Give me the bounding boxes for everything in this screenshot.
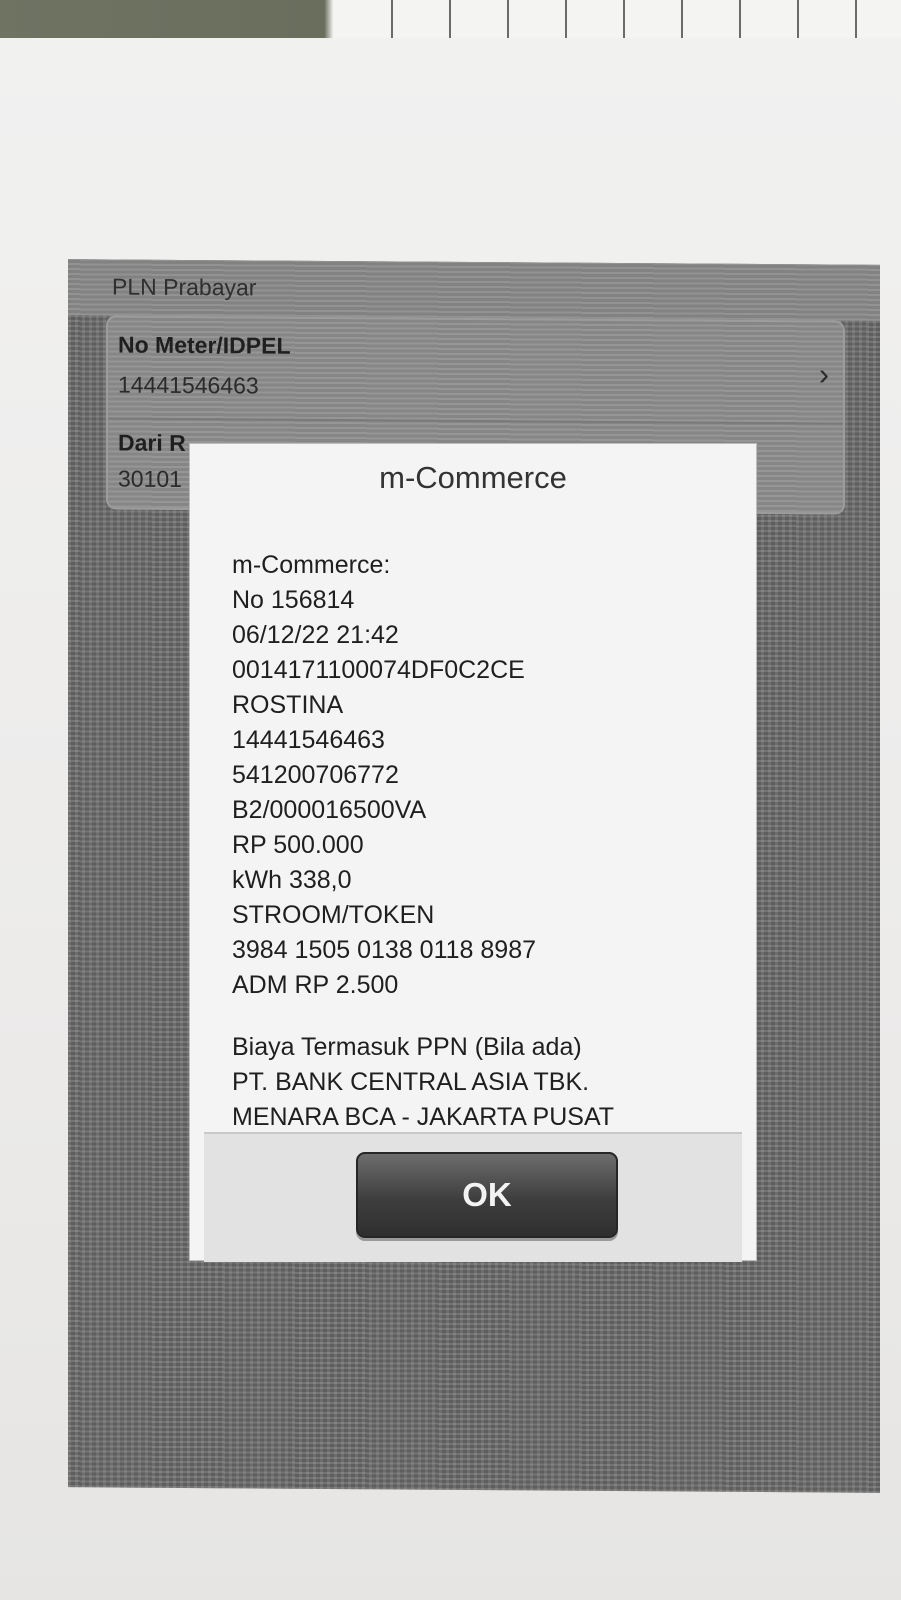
m-commerce-dialog	[190, 444, 756, 1260]
receipt-body	[232, 548, 732, 1135]
account-value: 30101	[118, 465, 182, 492]
dialog-footer	[204, 1132, 742, 1262]
meter-label: No Meter/IDPEL	[118, 331, 291, 359]
receipt-token-label: STROOM/TOKEN	[232, 901, 435, 929]
receipt-tariff-power: B2/000016500VA	[232, 796, 427, 824]
dialog-title: m-Commerce	[379, 460, 567, 495]
receipt-customer-name: ROSTINA	[232, 691, 344, 719]
receipt-tax-note: Biaya Termasuk PPN (Bila ada)	[232, 1033, 582, 1061]
receipt-token-number: 3984 1505 0138 0118 8987	[232, 936, 537, 964]
account-label: Dari R	[118, 429, 186, 456]
receipt-meter-number: 14441546463	[232, 726, 385, 754]
receipt-reference: 0014171100074DF0C2CE	[232, 656, 525, 684]
meter-value: 14441546463	[118, 371, 259, 399]
receipt-number: No 156814	[232, 586, 355, 614]
receipt-datetime: 06/12/22 21:42	[232, 621, 399, 649]
screen-header	[68, 259, 880, 321]
receipt-kwh: kWh 338,0	[232, 866, 352, 894]
receipt-admin-fee: ADM RP 2.500	[232, 971, 399, 999]
meter-row[interactable]	[108, 317, 843, 424]
receipt-bank-address: MENARA BCA - JAKARTA PUSAT	[232, 1103, 615, 1131]
chevron-right-icon: ›	[819, 358, 829, 392]
screen-title: PLN Prabayar	[112, 273, 257, 301]
receipt-idpel: 541200706772	[232, 761, 399, 789]
receipt-bank-name: PT. BANK CENTRAL ASIA TBK.	[232, 1068, 590, 1096]
receipt-spacer	[232, 1003, 732, 1030]
ok-button[interactable]: OK	[356, 1152, 618, 1238]
receipt-header: m-Commerce:	[232, 551, 391, 579]
receipt-amount: RP 500.000	[232, 831, 364, 859]
